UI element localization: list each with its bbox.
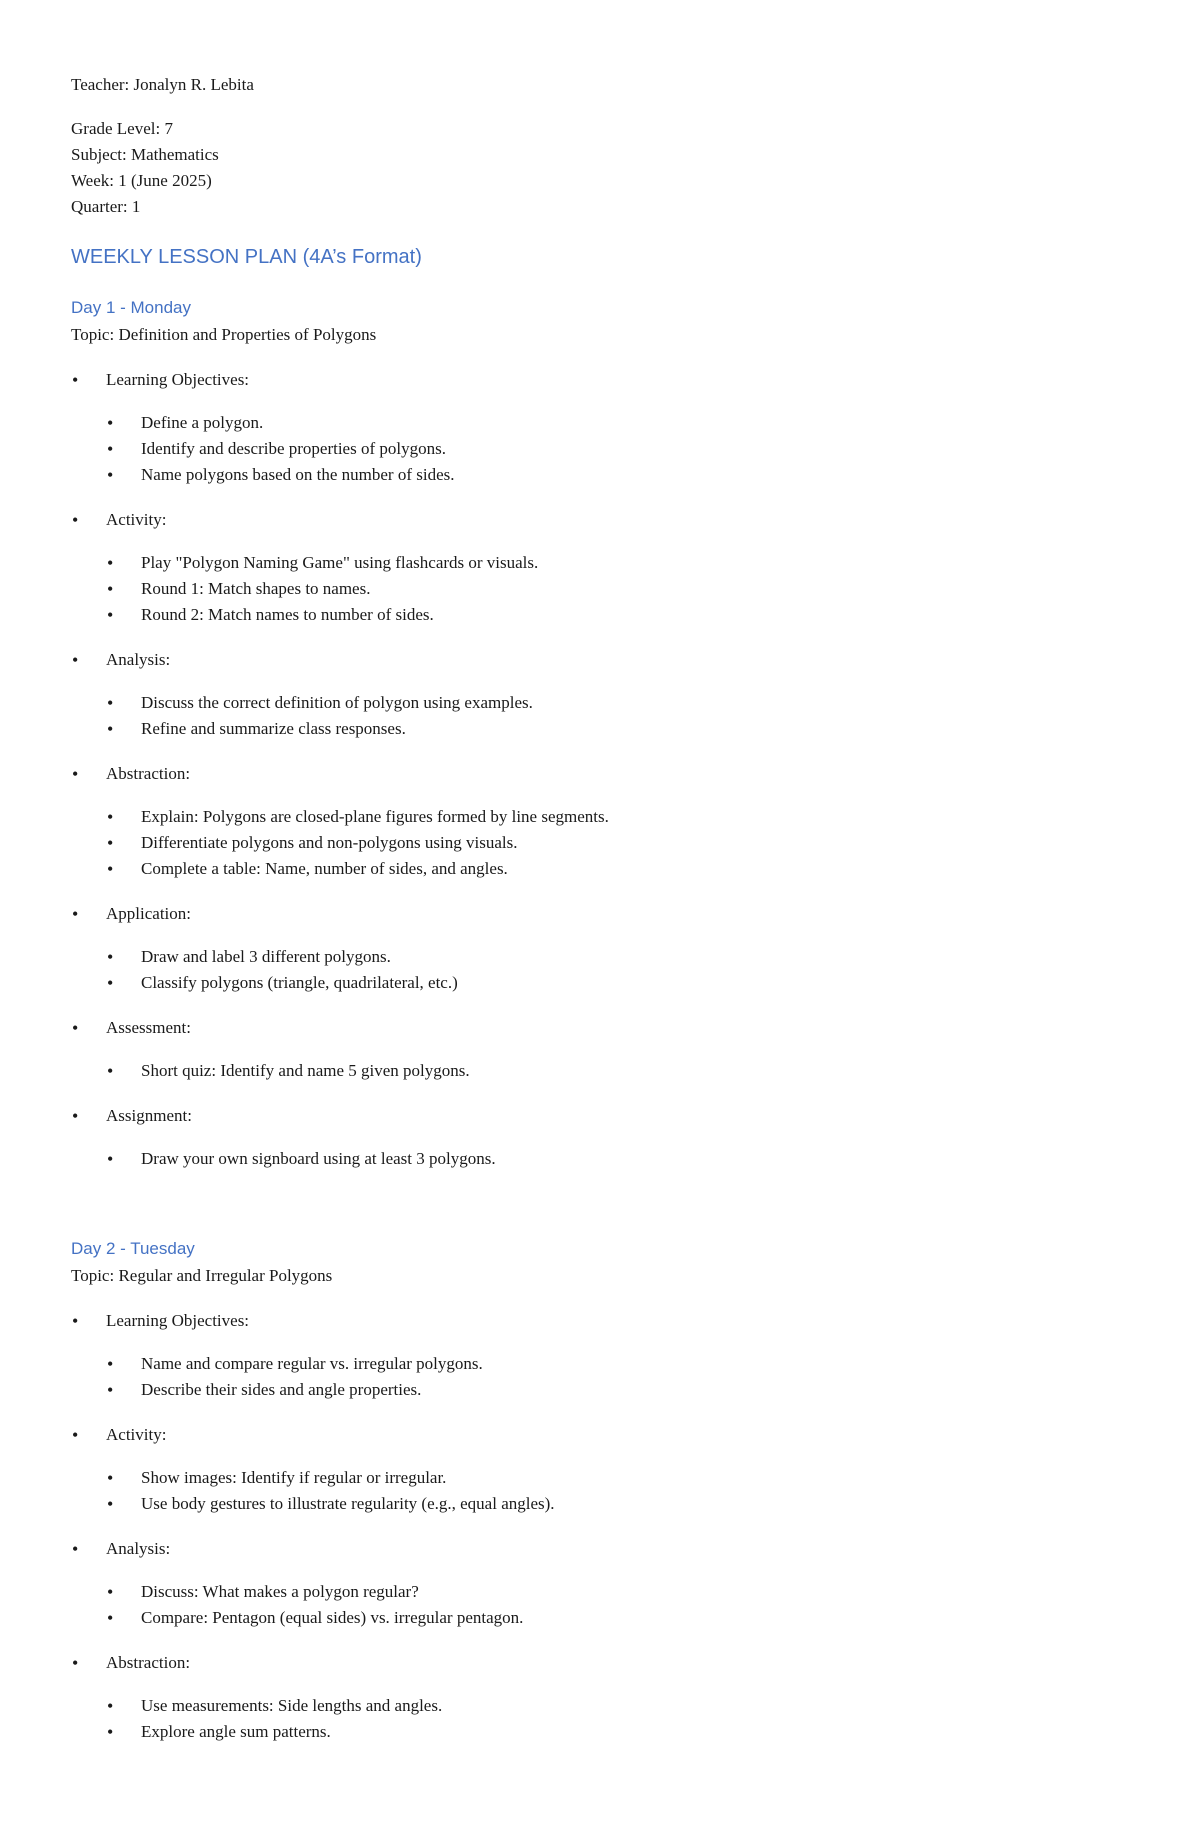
section-sublist — [106, 1146, 1160, 1172]
list-item: • Name and compare regular vs. irregular polygons. — [106, 1351, 1160, 1377]
section-sublist — [106, 804, 1160, 882]
grade-level-line: Grade Level: 7 — [71, 119, 173, 138]
day-section — [71, 1235, 1160, 1745]
section-sublist — [106, 1579, 1160, 1631]
day-heading: Day 2 - Tuesday — [71, 1239, 195, 1258]
list-item: • Draw your own signboard using at least 3 polygons. — [106, 1146, 1160, 1172]
section-label: • Abstraction: — [106, 764, 191, 783]
list-item: • Define a polygon. — [106, 410, 1160, 436]
section-label: • Learning Objectives: — [106, 1311, 250, 1330]
week-line: Week: 1 (June 2025) — [71, 171, 212, 190]
list-item: • Compare: Pentagon (equal sides) vs. irregular pentagon. — [106, 1605, 1160, 1631]
section-item — [71, 1103, 1160, 1172]
list-item: • Play "Polygon Naming Game" using flashcards or visuals. — [106, 550, 1160, 576]
section-label: • Learning Objectives: — [106, 370, 250, 389]
list-item: • Explore angle sum patterns. — [106, 1719, 1160, 1745]
day-section — [71, 294, 1160, 1172]
section-sublist — [106, 1351, 1160, 1403]
section-sublist — [106, 944, 1160, 996]
section-label: • Analysis: — [106, 650, 171, 669]
day-topic: Topic: Regular and Irregular Polygons — [71, 1266, 333, 1285]
list-item: • Name polygons based on the number of sides. — [106, 462, 1160, 488]
teacher-line: Teacher: Jonalyn R. Lebita — [71, 75, 254, 94]
section-sublist — [106, 1058, 1160, 1084]
list-item: • Round 2: Match names to number of sides. — [106, 602, 1160, 628]
section-list — [71, 367, 1160, 1172]
section-item — [71, 1308, 1160, 1403]
list-item: • Complete a table: Name, number of sides, and angles. — [106, 856, 1160, 882]
section-sublist — [106, 1693, 1160, 1745]
day-heading: Day 1 - Monday — [71, 298, 191, 317]
section-item — [71, 901, 1160, 996]
section-label: • Assessment: — [106, 1018, 191, 1037]
list-item: • Classify polygons (triangle, quadrilateral, etc.) — [106, 970, 1160, 996]
list-item: • Short quiz: Identify and name 5 given polygons. — [106, 1058, 1160, 1084]
list-item: • Use measurements: Side lengths and angles. — [106, 1693, 1160, 1719]
list-item: • Show images: Identify if regular or irregular. — [106, 1465, 1160, 1491]
list-item: • Refine and summarize class responses. — [106, 716, 1160, 742]
list-item: • Round 1: Match shapes to names. — [106, 576, 1160, 602]
section-sublist — [106, 1465, 1160, 1517]
section-sublist — [106, 410, 1160, 488]
section-list — [71, 1308, 1160, 1745]
section-item — [71, 507, 1160, 628]
section-label: • Abstraction: — [106, 1653, 191, 1672]
document-title: WEEKLY LESSON PLAN (4A’s Format) — [71, 246, 422, 268]
list-item: • Explain: Polygons are closed-plane figures formed by line segments. — [106, 804, 1160, 830]
day-topic: Topic: Definition and Properties of Polygons — [71, 325, 377, 344]
subject-line: Subject: Mathematics — [71, 145, 219, 164]
section-item — [71, 1422, 1160, 1517]
section-label: • Application: — [106, 904, 191, 923]
section-item — [71, 761, 1160, 882]
section-label: • Analysis: — [106, 1539, 171, 1558]
section-item — [71, 1536, 1160, 1631]
section-item — [71, 1650, 1160, 1745]
days-container — [71, 294, 1160, 1745]
list-item: • Identify and describe properties of polygons. — [106, 436, 1160, 462]
list-item: • Draw and label 3 different polygons. — [106, 944, 1160, 970]
meta-info — [71, 116, 1160, 220]
section-label: • Activity: — [106, 1425, 167, 1444]
section-label: • Activity: — [106, 510, 167, 529]
section-label: • Assignment: — [106, 1106, 192, 1125]
section-item — [71, 367, 1160, 488]
document-page — [71, 72, 1160, 1745]
list-item: • Discuss: What makes a polygon regular? — [106, 1579, 1160, 1605]
section-sublist — [106, 550, 1160, 628]
list-item: • Describe their sides and angle properties. — [106, 1377, 1160, 1403]
list-item: • Discuss the correct definition of polygon using examples. — [106, 690, 1160, 716]
list-item: • Use body gestures to illustrate regularity (e.g., equal angles). — [106, 1491, 1160, 1517]
list-item: • Differentiate polygons and non-polygons using visuals. — [106, 830, 1160, 856]
section-sublist — [106, 690, 1160, 742]
section-item — [71, 1015, 1160, 1084]
section-item — [71, 647, 1160, 742]
quarter-line: Quarter: 1 — [71, 197, 141, 216]
